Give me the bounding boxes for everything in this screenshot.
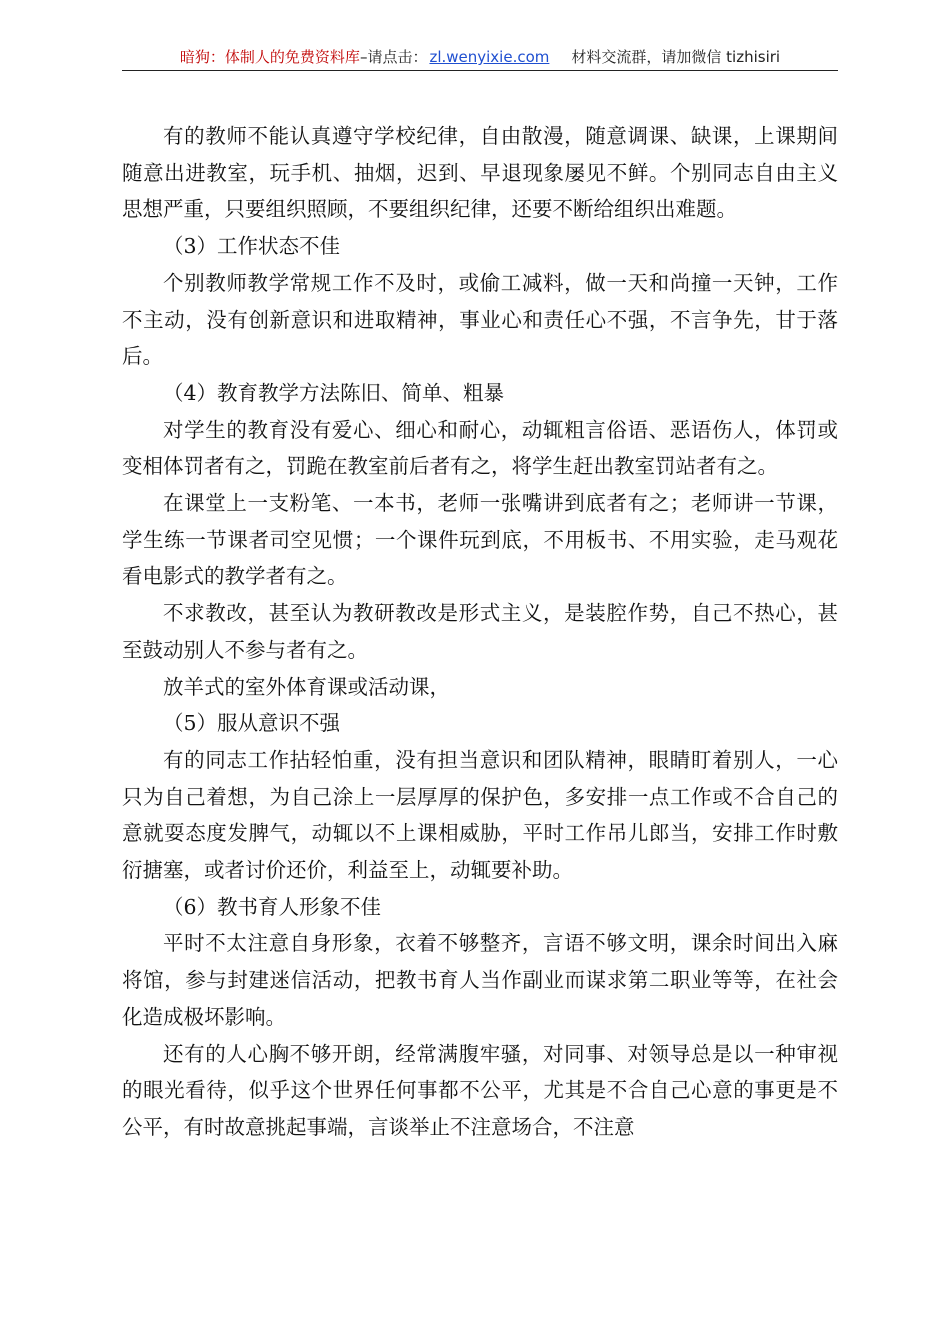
section-heading: （4）教育教学方法陈旧、简单、粗暴 <box>163 380 505 405</box>
header-link[interactable]: zl.wenyixie.com <box>429 48 550 66</box>
header-wechat-note: 材料交流群，请加微信 tizhisiri <box>571 48 781 66</box>
paragraph: 对学生的教育没有爱心、细心和耐心，动辄粗言俗语、恶语伤人，体罚或变相体罚者有之，罚跪在教室前后者有之，将学生赶出教室罚站者有之。 <box>122 417 838 479</box>
paragraph: 平时不太注意自身形象，衣着不够整齐，言语不够文明，课余时间出入麻将馆，参与封建迷信活动，把教书育人当作副业而谋求第二职业等等，在社会化造成极坏影响。 <box>122 931 838 1029</box>
section-heading: （6）教书育人形象不佳 <box>163 894 382 919</box>
header-prompt: –请点击： <box>359 48 428 66</box>
paragraph: 个别教师教学常规工作不及时，或偷工减料，做一天和尚撞一天钟，工作不主动，没有创新意识和进取精神，事业心和责任心不强，不言争先，甘于落后。 <box>122 270 838 369</box>
section-heading: （5）服从意识不强 <box>163 711 341 736</box>
paragraph: 有的同志工作拈轻怕重，没有担当意识和团队精神，眼睛盯着别人，一心只为自己着想，为自己涂上一层厚厚的保护色，多安排一点工作或不合自己的意就耍态度发脾气，动辄以不上课相威胁，平时工作吊儿郎当，安排工作时敷衍搪塞，或者讨价还价，利益至上，动辄要补助。 <box>122 747 838 883</box>
document-body <box>122 118 838 1146</box>
paragraph: 不求教改，甚至认为教研教改是形式主义，是装腔作势，自己不热心，甚至鼓动别人不参与者有之。 <box>122 601 838 662</box>
page-header <box>122 44 838 71</box>
paragraph: 放羊式的室外体育课或活动课， <box>163 674 450 699</box>
header-brand: 暗狗：体制人的免费资料库 <box>179 48 360 66</box>
paragraph: 有的教师不能认真遵守学校纪律，自由散漫，随意调课、缺课，上课期间随意出进教室，玩手机、抽烟，迟到、早退现象屡见不鲜。个别同志自由主义思想严重，只要组织照顾，不要组织纪律，还要不断给组织出难题。 <box>122 124 838 222</box>
section-heading: （3）工作状态不佳 <box>163 234 341 259</box>
paragraph: 还有的人心胸不够开朗，经常满腹牢骚，对同事、对领导总是以一种审视的眼光看待，似乎这个世界任何事都不公平，尤其是不合自己心意的事更是不公平，有时故意挑起事端，言谈举止不注意场合，不注意 <box>122 1041 838 1139</box>
paragraph: 在课堂上一支粉笔、一本书，老师一张嘴讲到底者有之；老师讲一节课，学生练一节课者司空见惯；一个课件玩到底，不用板书、不用实验，走马观花看电影式的教学者有之。 <box>122 491 838 589</box>
